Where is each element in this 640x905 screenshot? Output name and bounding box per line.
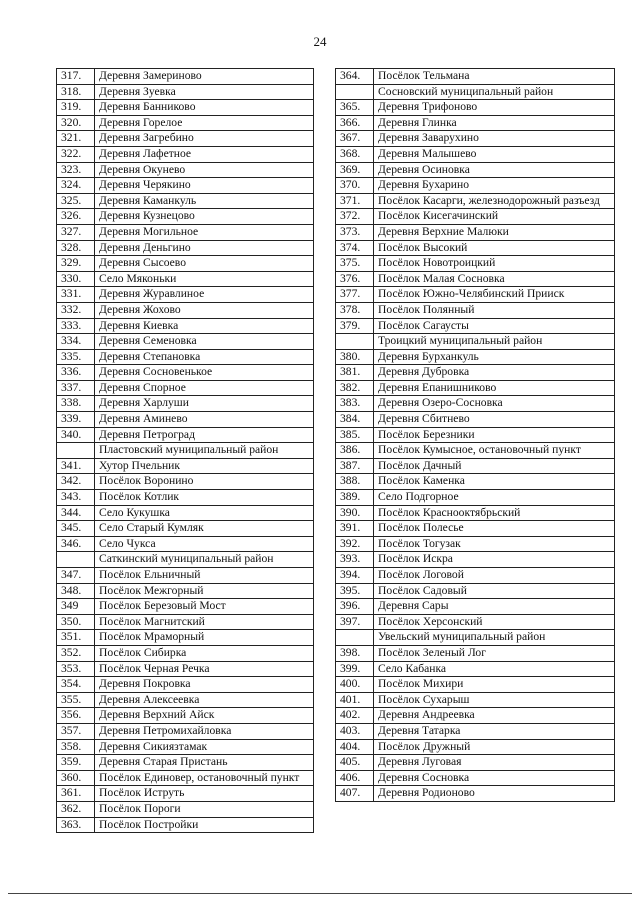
settlement-name: Деревня Каманкуль <box>95 193 314 209</box>
table-row <box>336 723 615 739</box>
row-number: 396. <box>336 599 374 615</box>
district-header-row <box>336 334 615 350</box>
row-number: 351. <box>57 630 95 646</box>
table-row <box>57 568 314 584</box>
settlement-name: Деревня Малышево <box>374 146 615 162</box>
settlement-name: Деревня Семеновка <box>95 334 314 350</box>
settlement-name: Деревня Зуевка <box>95 84 314 100</box>
table-row <box>57 302 314 318</box>
settlement-name: Деревня Глинка <box>374 115 615 131</box>
page-number: 24 <box>313 34 327 49</box>
table-row <box>57 69 314 85</box>
table-row <box>57 349 314 365</box>
settlement-name: Деревня Сбитнево <box>374 412 615 428</box>
settlement-name: Деревня Заварухино <box>374 131 615 147</box>
table-row <box>57 645 314 661</box>
settlement-name: Посёлок Сухарыш <box>374 692 615 708</box>
table-row <box>57 162 314 178</box>
row-number: 378. <box>336 302 374 318</box>
table-row <box>57 614 314 630</box>
table-row <box>336 599 615 615</box>
row-number: 384. <box>336 412 374 428</box>
row-number: 324. <box>57 178 95 194</box>
table-row <box>336 178 615 194</box>
settlement-name: Деревня Бурханкуль <box>374 349 615 365</box>
row-number: 367. <box>336 131 374 147</box>
settlement-name: Село Кабанка <box>374 661 615 677</box>
row-number: 375. <box>336 256 374 272</box>
settlement-name: Посёлок Постройки <box>95 817 314 833</box>
row-number: 346. <box>57 536 95 552</box>
table-row <box>57 318 314 334</box>
settlement-name: Посёлок Полесье <box>374 521 615 537</box>
settlement-name: Посёлок Искра <box>374 552 615 568</box>
row-number: 400. <box>336 677 374 693</box>
row-number: 340. <box>57 427 95 443</box>
table-row <box>57 630 314 646</box>
row-number: 342. <box>57 474 95 490</box>
settlement-name: Деревня Киевка <box>95 318 314 334</box>
row-number: 328. <box>57 240 95 256</box>
row-number: 325. <box>57 193 95 209</box>
row-number: 399. <box>336 661 374 677</box>
table-row <box>336 146 615 162</box>
row-number: 368. <box>336 146 374 162</box>
settlement-name: Посёлок Кумысное, остановочный пункт <box>374 443 615 459</box>
row-number: 349 <box>57 599 95 615</box>
settlement-name: Деревня Трифоново <box>374 100 615 116</box>
settlement-name: Посёлок Иструть <box>95 786 314 802</box>
settlement-name: Деревня Сикиязтамак <box>95 739 314 755</box>
settlement-name: Посёлок Херсонский <box>374 614 615 630</box>
table-row <box>57 817 314 833</box>
settlement-name: Посёлок Южно-Челябинский Прииск <box>374 287 615 303</box>
district-name: Троицкий муниципальный район <box>374 334 615 350</box>
table-row <box>336 69 615 85</box>
table-row <box>57 490 314 506</box>
settlement-name: Посёлок Единовер, остановочный пункт <box>95 770 314 786</box>
table-row <box>57 256 314 272</box>
row-number: 338. <box>57 396 95 412</box>
table-row <box>336 677 615 693</box>
table-row <box>57 599 314 615</box>
district-name: Саткинский муниципальный район <box>95 552 314 568</box>
table-row <box>57 755 314 771</box>
settlement-name: Хутор Пчельник <box>95 458 314 474</box>
settlement-name: Посёлок Кисегачинский <box>374 209 615 225</box>
settlement-name: Село Подгорное <box>374 490 615 506</box>
table-row <box>57 661 314 677</box>
table-row <box>57 786 314 802</box>
settlement-name: Посёлок Зеленый Лог <box>374 645 615 661</box>
table-row <box>336 256 615 272</box>
settlement-name: Деревня Озеро-Сосновка <box>374 396 615 412</box>
table-row <box>336 224 615 240</box>
row-number: 345. <box>57 521 95 537</box>
row-number: 357. <box>57 723 95 739</box>
row-number: 321. <box>57 131 95 147</box>
row-number: 374. <box>336 240 374 256</box>
row-number: 330. <box>57 271 95 287</box>
table-row <box>57 115 314 131</box>
row-number: 318. <box>57 84 95 100</box>
table-row <box>336 536 615 552</box>
table-row <box>57 380 314 396</box>
row-number: 395. <box>336 583 374 599</box>
table-row <box>336 302 615 318</box>
table-row <box>336 614 615 630</box>
table-body-right <box>336 69 615 802</box>
row-number: 385. <box>336 427 374 443</box>
table-row <box>57 692 314 708</box>
table-body-left <box>57 69 314 833</box>
table-row <box>336 739 615 755</box>
settlement-name: Село Кукушка <box>95 505 314 521</box>
settlement-name: Посёлок Краснооктябрьский <box>374 505 615 521</box>
row-number: 348. <box>57 583 95 599</box>
row-number: 359. <box>57 755 95 771</box>
settlement-name: Деревня Деньгино <box>95 240 314 256</box>
table-row <box>57 412 314 428</box>
settlement-name: Деревня Лафетное <box>95 146 314 162</box>
row-number: 402. <box>336 708 374 724</box>
table-row <box>336 443 615 459</box>
row-number: 326. <box>57 209 95 225</box>
row-number: 336. <box>57 365 95 381</box>
table-row <box>57 271 314 287</box>
settlement-name: Деревня Спорное <box>95 380 314 396</box>
row-number: 334. <box>57 334 95 350</box>
row-number: 373. <box>336 224 374 240</box>
settlement-name: Деревня Андреевка <box>374 708 615 724</box>
row-number: 381. <box>336 365 374 381</box>
row-number: 401. <box>336 692 374 708</box>
settlement-name: Посёлок Ельничный <box>95 568 314 584</box>
table-row <box>336 209 615 225</box>
table-row <box>57 505 314 521</box>
row-number: 405. <box>336 755 374 771</box>
settlements-table-left <box>56 68 314 833</box>
row-number: 362. <box>57 801 95 817</box>
settlement-name: Деревня Епанишниково <box>374 380 615 396</box>
row-number: 383. <box>336 396 374 412</box>
table-row <box>57 100 314 116</box>
district-header-row <box>57 552 314 568</box>
settlement-name: Деревня Могильное <box>95 224 314 240</box>
table-row <box>336 318 615 334</box>
row-number: 372. <box>336 209 374 225</box>
row-number: 358. <box>57 739 95 755</box>
settlement-name: Деревня Петроград <box>95 427 314 443</box>
settlement-name: Деревня Петромихайловка <box>95 723 314 739</box>
table-row <box>336 521 615 537</box>
settlement-name: Посёлок Касарги, железнодорожный разъезд <box>374 193 615 209</box>
settlement-name: Село Старый Кумляк <box>95 521 314 537</box>
row-number: 332. <box>57 302 95 318</box>
row-number: 341. <box>57 458 95 474</box>
row-number: 371. <box>336 193 374 209</box>
table-row <box>336 193 615 209</box>
settlement-name: Деревня Кузнецово <box>95 209 314 225</box>
settlement-name: Деревня Жохово <box>95 302 314 318</box>
table-row <box>57 427 314 443</box>
settlement-name: Посёлок Пороги <box>95 801 314 817</box>
settlement-name: Деревня Верхние Малюки <box>374 224 615 240</box>
table-row <box>57 723 314 739</box>
settlement-name: Посёлок Межгорный <box>95 583 314 599</box>
settlement-name: Деревня Родионово <box>374 786 615 802</box>
district-header-row <box>57 443 314 459</box>
table-row <box>336 645 615 661</box>
row-number <box>336 630 374 646</box>
row-number: 331. <box>57 287 95 303</box>
table-row <box>57 536 314 552</box>
table-row <box>336 458 615 474</box>
table-row <box>336 380 615 396</box>
table-row <box>336 115 615 131</box>
table-row <box>336 474 615 490</box>
table-row <box>57 708 314 724</box>
row-number: 335. <box>57 349 95 365</box>
settlement-name: Посёлок Каменка <box>374 474 615 490</box>
settlements-table-right <box>335 68 615 802</box>
row-number <box>336 334 374 350</box>
row-number: 387. <box>336 458 374 474</box>
row-number: 333. <box>57 318 95 334</box>
row-number: 319. <box>57 100 95 116</box>
row-number: 364. <box>336 69 374 85</box>
row-number: 355. <box>57 692 95 708</box>
settlement-name: Деревня Татарка <box>374 723 615 739</box>
table-row <box>57 224 314 240</box>
row-number: 392. <box>336 536 374 552</box>
table-row <box>57 193 314 209</box>
row-number: 407. <box>336 786 374 802</box>
table-row <box>57 334 314 350</box>
row-number: 327. <box>57 224 95 240</box>
row-number: 347. <box>57 568 95 584</box>
table-row <box>336 692 615 708</box>
settlement-name: Деревня Луговая <box>374 755 615 771</box>
table-row <box>336 162 615 178</box>
table-row <box>336 271 615 287</box>
row-number: 317. <box>57 69 95 85</box>
row-number: 361. <box>57 786 95 802</box>
table-row <box>336 770 615 786</box>
settlement-name: Деревня Аминево <box>95 412 314 428</box>
settlement-name: Деревня Сосновка <box>374 770 615 786</box>
table-row <box>57 131 314 147</box>
settlement-name: Посёлок Новотроицкий <box>374 256 615 272</box>
bottom-rule <box>8 893 632 894</box>
district-name: Увельский муниципальный район <box>374 630 615 646</box>
row-number: 320. <box>57 115 95 131</box>
row-number <box>57 552 95 568</box>
row-number: 369. <box>336 162 374 178</box>
row-number: 344. <box>57 505 95 521</box>
settlement-name: Деревня Окунево <box>95 162 314 178</box>
table-row <box>57 474 314 490</box>
settlement-name: Деревня Банниково <box>95 100 314 116</box>
table-row <box>336 349 615 365</box>
table-row <box>336 552 615 568</box>
row-number: 390. <box>336 505 374 521</box>
table-row <box>336 490 615 506</box>
settlement-name: Посёлок Тогузак <box>374 536 615 552</box>
row-number: 376. <box>336 271 374 287</box>
settlement-name: Посёлок Воронино <box>95 474 314 490</box>
settlement-name: Село Мяконьки <box>95 271 314 287</box>
table-row <box>57 365 314 381</box>
district-header-row <box>336 84 615 100</box>
settlement-name: Посёлок Михири <box>374 677 615 693</box>
table-row <box>57 739 314 755</box>
table-row <box>336 240 615 256</box>
table-row <box>57 240 314 256</box>
row-number: 323. <box>57 162 95 178</box>
table-row <box>57 801 314 817</box>
table-row <box>336 412 615 428</box>
settlement-name: Посёлок Котлик <box>95 490 314 506</box>
settlement-name: Посёлок Дружный <box>374 739 615 755</box>
row-number: 377. <box>336 287 374 303</box>
table-row <box>336 100 615 116</box>
settlement-name: Деревня Бухарино <box>374 178 615 194</box>
district-name: Сосновский муниципальный район <box>374 84 615 100</box>
row-number: 388. <box>336 474 374 490</box>
table-row <box>57 287 314 303</box>
table-row <box>57 209 314 225</box>
table-row <box>336 786 615 802</box>
row-number: 393. <box>336 552 374 568</box>
table-row <box>336 755 615 771</box>
settlement-name: Посёлок Логовой <box>374 568 615 584</box>
row-number: 398. <box>336 645 374 661</box>
settlement-name: Деревня Сосновенькое <box>95 365 314 381</box>
row-number: 337. <box>57 380 95 396</box>
table-row <box>336 708 615 724</box>
row-number: 386. <box>336 443 374 459</box>
row-number: 403. <box>336 723 374 739</box>
settlement-name: Деревня Осиновка <box>374 162 615 178</box>
table-row <box>336 287 615 303</box>
row-number <box>57 443 95 459</box>
settlement-name: Деревня Сысоево <box>95 256 314 272</box>
settlement-name: Посёлок Полянный <box>374 302 615 318</box>
settlement-name: Посёлок Малая Сосновка <box>374 271 615 287</box>
settlement-name: Деревня Горелое <box>95 115 314 131</box>
row-number: 382. <box>336 380 374 396</box>
district-name: Пластовский муниципальный район <box>95 443 314 459</box>
table-row <box>336 505 615 521</box>
row-number: 404. <box>336 739 374 755</box>
row-number: 352. <box>57 645 95 661</box>
row-number: 363. <box>57 817 95 833</box>
table-row <box>336 427 615 443</box>
settlement-name: Деревня Покровка <box>95 677 314 693</box>
row-number: 394. <box>336 568 374 584</box>
row-number: 366. <box>336 115 374 131</box>
table-row <box>336 365 615 381</box>
settlement-name: Посёлок Дачный <box>374 458 615 474</box>
settlement-name: Деревня Верхний Айск <box>95 708 314 724</box>
table-row <box>57 178 314 194</box>
table-row <box>336 661 615 677</box>
district-header-row <box>336 630 615 646</box>
row-number: 339. <box>57 412 95 428</box>
row-number: 389. <box>336 490 374 506</box>
settlement-name: Деревня Загребино <box>95 131 314 147</box>
table-row <box>57 146 314 162</box>
row-number: 391. <box>336 521 374 537</box>
table-row <box>57 677 314 693</box>
row-number: 360. <box>57 770 95 786</box>
row-number: 343. <box>57 490 95 506</box>
row-number <box>336 84 374 100</box>
settlement-name: Деревня Замериново <box>95 69 314 85</box>
settlement-name: Деревня Черякино <box>95 178 314 194</box>
settlement-name: Деревня Старая Пристань <box>95 755 314 771</box>
table-row <box>336 568 615 584</box>
row-number: 329. <box>57 256 95 272</box>
table-row <box>57 396 314 412</box>
settlement-name: Посёлок Магнитский <box>95 614 314 630</box>
settlement-name: Посёлок Высокий <box>374 240 615 256</box>
settlement-name: Деревня Дубровка <box>374 365 615 381</box>
settlement-name: Деревня Сары <box>374 599 615 615</box>
settlement-name: Посёлок Сагаусты <box>374 318 615 334</box>
settlement-name: Посёлок Черная Речка <box>95 661 314 677</box>
table-row <box>336 396 615 412</box>
row-number: 379. <box>336 318 374 334</box>
settlement-name: Посёлок Тельмана <box>374 69 615 85</box>
settlement-name: Село Чукса <box>95 536 314 552</box>
row-number: 397. <box>336 614 374 630</box>
settlement-name: Деревня Алексеевка <box>95 692 314 708</box>
table-row <box>57 770 314 786</box>
settlement-name: Посёлок Мраморный <box>95 630 314 646</box>
row-number: 322. <box>57 146 95 162</box>
row-number: 350. <box>57 614 95 630</box>
table-row <box>336 583 615 599</box>
settlement-name: Посёлок Сибирка <box>95 645 314 661</box>
table-row <box>57 84 314 100</box>
table-row <box>57 458 314 474</box>
row-number: 354. <box>57 677 95 693</box>
row-number: 353. <box>57 661 95 677</box>
row-number: 365. <box>336 100 374 116</box>
row-number: 380. <box>336 349 374 365</box>
table-row <box>57 521 314 537</box>
settlement-name: Деревня Степановка <box>95 349 314 365</box>
settlement-name: Посёлок Березники <box>374 427 615 443</box>
row-number: 370. <box>336 178 374 194</box>
settlement-name: Посёлок Садовый <box>374 583 615 599</box>
row-number: 356. <box>57 708 95 724</box>
settlement-name: Деревня Харлуши <box>95 396 314 412</box>
settlement-name: Посёлок Березовый Мост <box>95 599 314 615</box>
settlement-name: Деревня Журавлиное <box>95 287 314 303</box>
table-row <box>57 583 314 599</box>
table-row <box>336 131 615 147</box>
row-number: 406. <box>336 770 374 786</box>
